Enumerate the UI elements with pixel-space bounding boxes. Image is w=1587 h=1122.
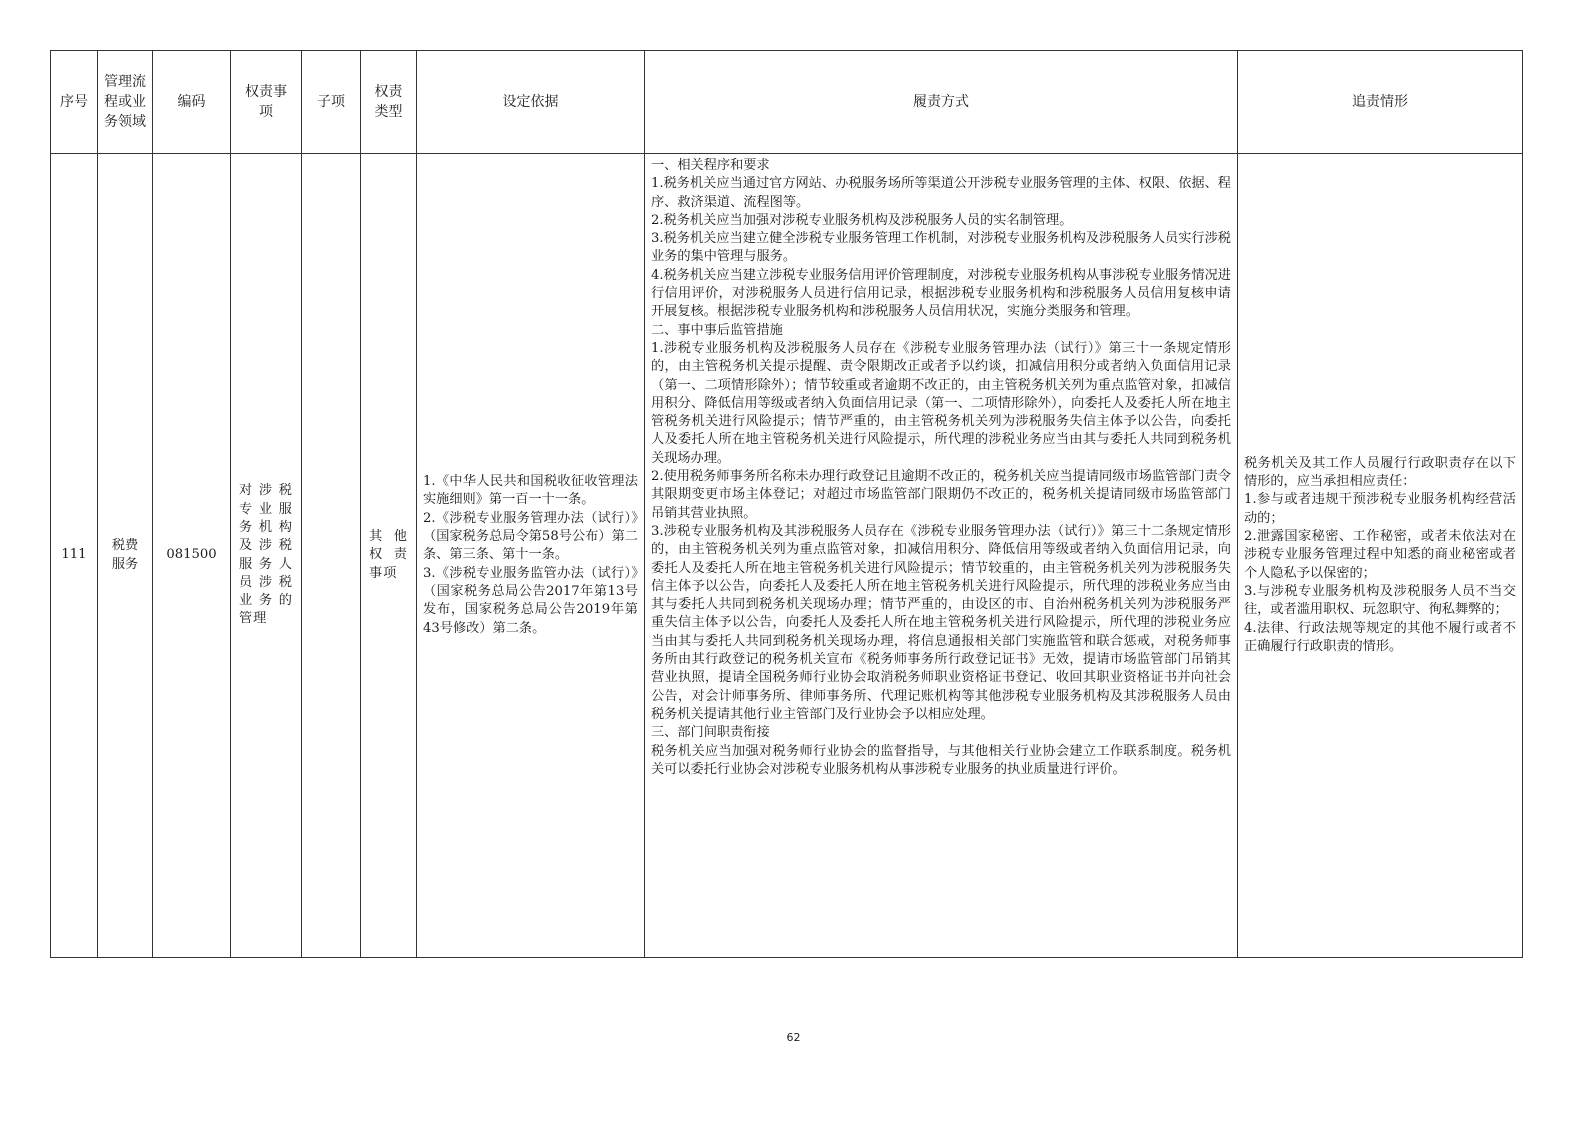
method-line: 1.税务机关应当通过官方网站、办税服务场所等渠道公开涉税专业服务管理的主体、权限、依据、程序、救济渠道、流程图等。 bbox=[651, 176, 1231, 210]
cell-domain bbox=[98, 154, 153, 958]
method-line: 1.涉税专业服务机构及涉税服务人员存在《涉税专业服务管理办法（试行）》第三十一条规定情形的，由主管税务机关提示提醒、责令限期改正或者予以约谈，扣减信用积分或者纳入负面信用记录（第一、二项情形除外）；情节较重或者逾期不改正的，由主管税务机关列为重点监管对象，扣减信用积分、降低信用等级或者纳入负面信用记录（第一、二项情形除外），向委托人及委托人所在地主管税务机关进行风险提示；情节严重的，由主管税务机关列为涉税服务失信主体予以公告，向委托人及委托人所在地主管税务机关进行风险提示，所代理的涉税业务应当由其与委托人共同到税务机关现场办理。 bbox=[651, 340, 1231, 466]
table-header-row bbox=[51, 51, 1523, 154]
header-code: 编码 bbox=[153, 51, 231, 154]
responsibility-table bbox=[50, 50, 1523, 958]
accountability-line: 4.法律、行政法规等规定的其他不履行或者不正确履行行政职责的情形。 bbox=[1244, 620, 1516, 654]
header-item bbox=[231, 51, 302, 154]
header-type bbox=[361, 51, 417, 154]
accountability-line: 1.参与或者违规干预涉税专业服务机构经营活动的； bbox=[1244, 492, 1516, 526]
accountability-line: 2.泄露国家秘密、工作秘密，或者未依法对在涉税专业服务管理过程中知悉的商业秘密或者个人隐私予以保密的； bbox=[1244, 529, 1516, 581]
cell-domain-text: 税费服务 bbox=[111, 538, 139, 572]
header-item-label: 权责事项 bbox=[245, 84, 287, 120]
table-row bbox=[51, 154, 1523, 958]
cell-subitem bbox=[302, 154, 361, 958]
cell-seq: 111 bbox=[51, 154, 98, 958]
header-basis: 设定依据 bbox=[417, 51, 645, 154]
accountability-line: 3.与涉税专业服务机构及涉税服务人员不当交往，或者滥用职权、玩忽职守、徇私舞弊的； bbox=[1244, 583, 1516, 618]
method-line: 税务机关应当加强对税务师行业协会的监督指导，与其他相关行业协会建立工作联系制度。税务机关可以委托行业协会对涉税专业服务机构从事涉税专业服务的执业质量进行评价。 bbox=[651, 743, 1231, 777]
page-number: 62 bbox=[786, 1031, 801, 1044]
method-heading: 三、部门间职责衔接 bbox=[651, 725, 770, 741]
method-line: 3.税务机关应当建立健全涉税专业服务管理工作机制，对涉税专业服务机构及涉税服务人员实行涉税业务的集中管理与服务。 bbox=[651, 231, 1231, 265]
cell-basis bbox=[417, 154, 645, 958]
header-method: 履责方式 bbox=[645, 51, 1238, 154]
method-heading: 一、相关程序和要求 bbox=[651, 158, 770, 173]
basis-line: 3.《涉税专业服务监管办法（试行）》（国家税务总局公告2017年第13号发布，国家税务总局公告2019年第43号修改）第二条。 bbox=[423, 565, 638, 636]
header-type-label: 权责类型 bbox=[374, 84, 403, 120]
cell-item: 对涉税专业服务机构及涉税服务人员涉税业务的管理 bbox=[231, 154, 302, 958]
cell-method bbox=[645, 154, 1238, 958]
method-line: 2.税务机关应当加强对涉税专业服务机构及涉税服务人员的实名制管理。 bbox=[651, 212, 1073, 228]
cell-code: 081500 bbox=[153, 154, 231, 958]
header-accountability: 追责情形 bbox=[1238, 51, 1523, 154]
header-domain bbox=[98, 51, 153, 154]
header-domain-label: 管理流程或业务领域 bbox=[104, 74, 146, 130]
method-line: 4.税务机关应当建立涉税专业服务信用评价管理制度，对涉税专业服务机构从事涉税专业服务情况进行信用评价，对涉税服务人员进行信用记录，根据涉税专业服务机构和涉税服务人员信用复核申请开展复核。根据涉税专业服务机构和涉税服务人员信用状况，实施分类服务和管理。 bbox=[651, 267, 1231, 320]
accountability-line: 税务机关及其工作人员履行行政职责存在以下情形的，应当承担相应责任： bbox=[1244, 455, 1516, 490]
header-subitem: 子项 bbox=[302, 51, 361, 154]
method-heading: 二、事中事后监管措施 bbox=[651, 322, 783, 338]
method-line: 3.涉税专业服务机构及其涉税服务人员存在《涉税专业服务管理办法（试行）》第三十二条规定情形的，由主管税务机关列为重点监管对象，扣减信用积分、降低信用等级或者纳入负面信用记录，向委托人及委托人所在地主管税务机关进行风险提示；情节较重的，由主管税务机关列为涉税服务失信主体予以公告，向委托人及委托人所在地主管税务机关进行风险提示，所代理的涉税业务应当由其与委托人共同到税务机关现场办理；情节严重的，由设区的市、自治州税务机关列为涉税服务严重失信主体予以公告，向委托人及委托人所在地主管税务机关进行风险提示，所代理的涉税业务应当由其与委托人共同到税务机关现场办理，将信息通报相关部门实施监管和联合惩戒，对税务师事务所由其行政登记的税务机关宣布《税务师事务所行政登记证书》无效，提请市场监管部门吊销其营业执照，提请全国税务师行业协会取消税务师职业资格证书登记、收回其职业资格证书并向社会公告，对会计师事务所、律师事务所、代理记账机构等其他涉税专业服务机构及其涉税服务人员由税务机关提请其他行业主管部门及行业协会予以相应处理。 bbox=[651, 523, 1231, 722]
basis-line: 1.《中华人民共和国税收征收管理法实施细则》第一百一十一条。 bbox=[423, 474, 638, 508]
cell-type: 其他权责事项 bbox=[361, 154, 417, 958]
method-line: 2.使用税务师事务所名称未办理行政登记且逾期不改正的，税务机关应当提请同级市场监管部门责令其限期变更市场主体登记；对超过市场监管部门限期仍不改正的，税务机关提请同级市场监管部门吊销其营业执照。 bbox=[651, 469, 1231, 521]
cell-accountability bbox=[1238, 154, 1523, 958]
basis-line: 2.《涉税专业服务管理办法（试行）》（国家税务总局令第58号公布）第二条、第三条、第十一条。 bbox=[423, 510, 638, 563]
header-seq: 序号 bbox=[51, 51, 98, 154]
